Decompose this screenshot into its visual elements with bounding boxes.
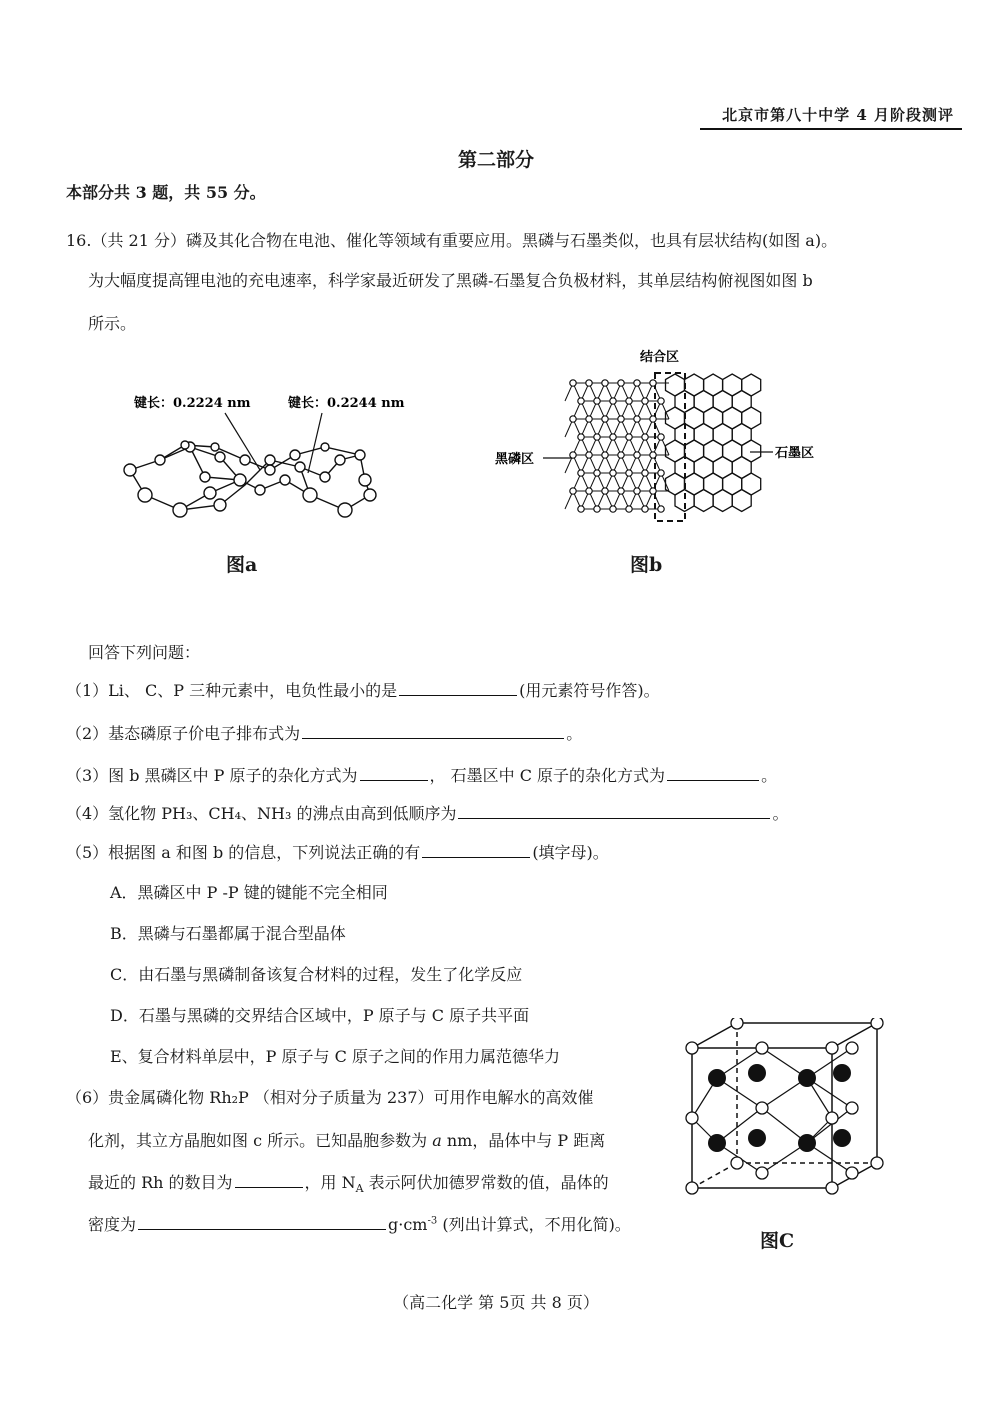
q3-suffix: 。 [761, 766, 778, 785]
q2-answer-blank[interactable] [302, 722, 564, 739]
q5-suffix: (填字母)。 [532, 843, 609, 862]
q6-line-3-text: 最近的 Rh 的数目为 [88, 1173, 233, 1192]
question-1 [66, 678, 660, 701]
figure-c-label: 图C [760, 1230, 795, 1252]
q5-option-d: D．石墨与黑磷的交界结合区域中，P 原子与 C 原子共平面 [110, 1006, 530, 1025]
bond-length-1-label: 键长：0.2224 nm [134, 396, 251, 411]
q6-density-blank[interactable] [138, 1213, 386, 1230]
q6-line-4-suffix: (列出计算式，不用化简)。 [437, 1215, 631, 1234]
question-3 [66, 763, 777, 786]
q3-text-2: ， 石墨区中 C 原子的杂化方式为 [429, 766, 666, 785]
figure-a-black-phosphorus-structure [110, 385, 420, 535]
q16-intro-line2: 为大幅度提高锂电池的充电速率，科学家最近研发了黑磷-石墨复合负极材料，其单层结构俯视图如图 b [88, 271, 813, 290]
q16-intro-line1: 16.（共 21 分）磷及其化合物在电池、催化等领域有重要应用。黑磷与石墨类似，也具有层状结构(如图 a)。 [66, 231, 838, 250]
figure-b-label: 图b [630, 554, 663, 576]
q6-lattice-parameter: a [432, 1131, 442, 1150]
q1-answer-blank[interactable] [399, 679, 517, 696]
figure-c-unit-cell [682, 1018, 892, 1203]
q6-line-2 [88, 1128, 605, 1151]
q5-text: （5）根据图 a 和图 b 的信息，下列说法正确的有 [66, 843, 421, 862]
q6-line-4 [88, 1212, 631, 1235]
q5-option-e: E、复合材料单层中，P 原子与 C 原子之间的作用力属范德华力 [110, 1047, 560, 1066]
q1-text: （1）Li、 C、P 三种元素中，电负性最小的是 [66, 681, 398, 700]
section-description: 本部分共 3 题，共 55 分。 [66, 183, 266, 202]
figure-b-composite-structure [495, 345, 835, 535]
q3-p-hybrid-blank[interactable] [360, 764, 428, 781]
q5-option-a: A．黑磷区中 P -P 键的键能不完全相同 [110, 883, 388, 902]
q2-suffix: 。 [566, 724, 583, 743]
q6-rh-count-blank[interactable] [235, 1171, 303, 1188]
q6-line-3 [88, 1170, 609, 1195]
figure-a-label: 图a [226, 554, 258, 576]
q6-line-3-text-b: ，用 N [304, 1173, 356, 1192]
q4-text: （4）氢化物 PH₃、CH₄、NH₃ 的沸点由高到低顺序为 [66, 804, 457, 823]
q6-line-1: （6）贵金属磷化物 Rh₂P （相对分子质量为 237）可用作电解水的高效催 [66, 1088, 594, 1107]
q16-intro-line3: 所示。 [88, 314, 137, 333]
question-5 [66, 840, 609, 863]
question-2 [66, 721, 582, 744]
graphite-zone-label: 石墨区 [775, 446, 815, 461]
question-4 [66, 801, 788, 824]
q3-text: （3）图 b 黑磷区中 P 原子的杂化方式为 [66, 766, 358, 785]
q5-option-b: B．黑磷与石墨都属于混合型晶体 [110, 924, 346, 943]
q6-unit-exponent: -3 [427, 1215, 438, 1227]
school-exam-tag: 北京市第八十中学 4 月阶段测评 [722, 106, 954, 124]
q1-suffix: (用元素符号作答)。 [519, 681, 660, 700]
q6-line-2-text: 化剂，其立方晶胞如图 c 所示。已知晶胞参数为 [88, 1131, 433, 1150]
q2-text: （2）基态磷原子价电子排布式为 [66, 724, 301, 743]
q4-suffix: 。 [772, 804, 789, 823]
junction-zone-label: 结合区 [640, 350, 680, 365]
q6-na-subscript: A [355, 1182, 364, 1196]
q6-line-3-text-c: 表示阿伏加德罗常数的值，晶体的 [363, 1173, 609, 1192]
q6-line-4-text: 密度为 [88, 1215, 137, 1234]
header-divider [700, 128, 962, 130]
questions-prompt: 回答下列问题： [88, 643, 201, 662]
q6-density-unit: g·cm [388, 1215, 428, 1234]
q3-c-hybrid-blank[interactable] [667, 764, 759, 781]
section-title: 第二部分 [457, 149, 534, 171]
q4-answer-blank[interactable] [458, 802, 770, 819]
q5-option-c: C．由石墨与黑磷制备该复合材料的过程，发生了化学反应 [110, 965, 523, 984]
q5-answer-blank[interactable] [422, 841, 530, 858]
q6-line-2-text-b: nm，晶体中与 P 距离 [441, 1131, 606, 1150]
black-phosphorus-zone-label: 黑磷区 [495, 452, 535, 467]
bond-length-2-label: 键长：0.2244 nm [288, 396, 405, 411]
page-footer: （高二化学 第 5页 共 8 页） [393, 1293, 599, 1312]
